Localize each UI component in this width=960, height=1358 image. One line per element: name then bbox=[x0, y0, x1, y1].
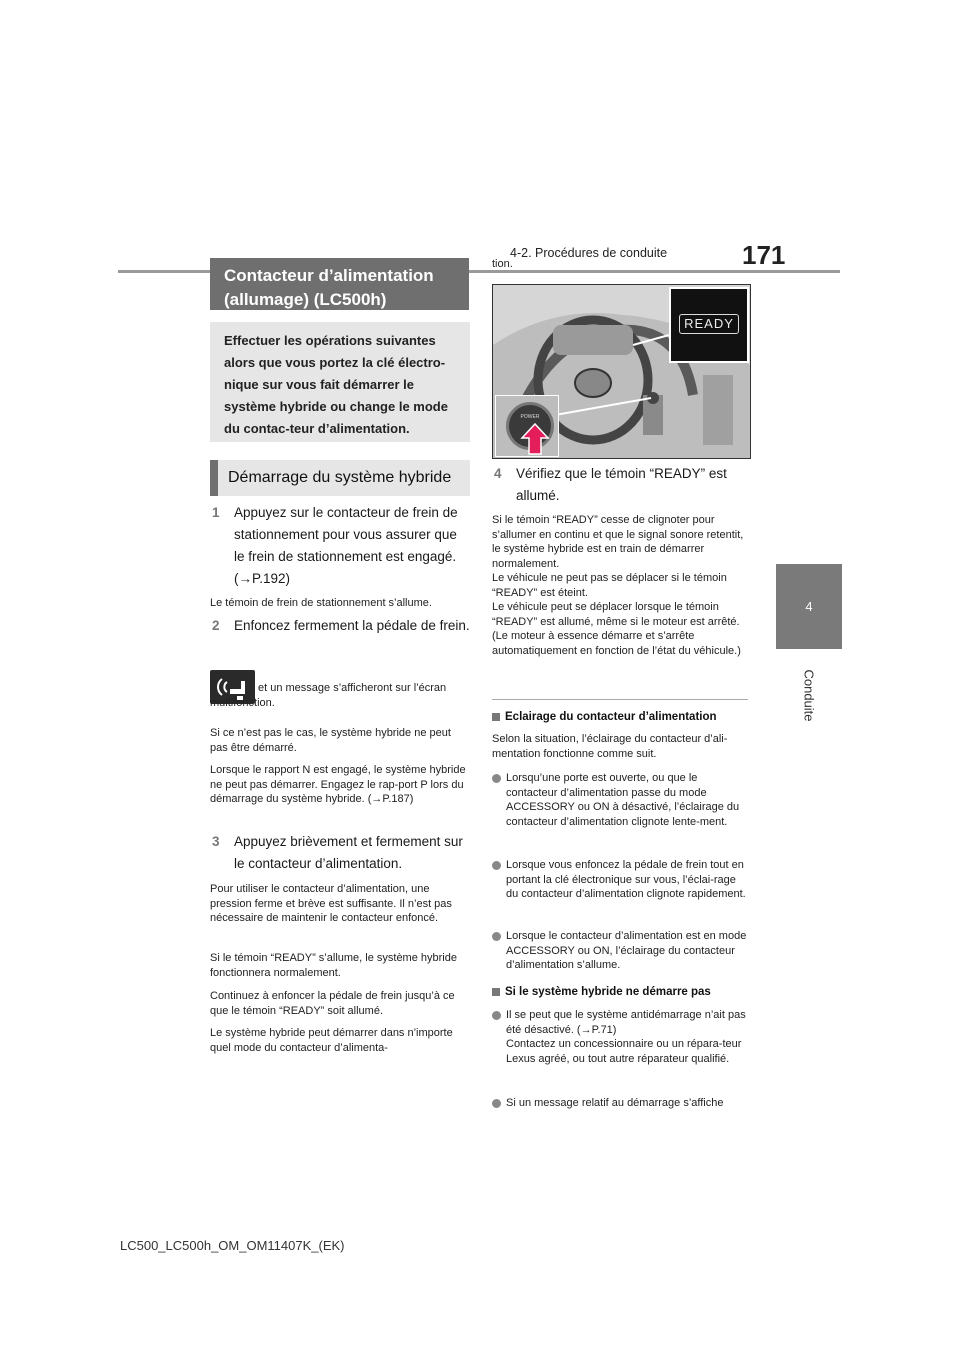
list-item: Si un message relatif au démarrage s’affiche bbox=[492, 1096, 750, 1111]
power-lighting-intro: Selon la situation, l’éclairage du contacteur d’ali-mentation fonctionne comme suit. bbox=[492, 733, 728, 760]
pointing-arrow-icon bbox=[520, 422, 550, 456]
page-number: 171 bbox=[742, 240, 786, 270]
list-item: Il se peut que le système antidémarrage n’ait pas été désactivé. (→P.71) Contactez un concessionnaire ou un répara-teur Lexus agréé, ou tout autre réparateur qualifié. bbox=[492, 1008, 750, 1066]
note-gear-n: Lorsque le rapport N est engagé, le système hybride ne peut pas démarrer. Engagez le rap-port P lors du démarrage du système hybride. (→P.187) bbox=[210, 764, 466, 805]
bullet-dot-icon bbox=[492, 1011, 501, 1020]
note-press: Pour utiliser le contacteur d’alimentation, une pression ferme et brève est suffisante. Il n’est pas nécessaire de maintenir le contacteur enfoncé. bbox=[210, 883, 452, 924]
bullet-dot-icon bbox=[492, 932, 501, 941]
power-button-inset bbox=[495, 395, 559, 457]
subheading-start: Démarrage du système hybride bbox=[210, 460, 470, 496]
list-item: Lorsqu’une porte est ouverte, ou que le contacteur d’alimentation passe du mode ACCESSORY ou ON à désactivé, l’éclairage du contacteur d’alimentation clignote lente-ment. bbox=[492, 771, 750, 829]
chapter-label: Conduite bbox=[801, 668, 817, 722]
step-3 bbox=[212, 831, 470, 875]
step-number: 1 bbox=[212, 505, 220, 520]
section-power-lighting: Eclairage du contacteur d’alimentation bbox=[492, 711, 748, 723]
note-ready-status: Si le témoin “READY” cesse de clignoter pour s’allumer en continu et que le signal sonore retentit, le système hybride est en train de démarrer normalement. Le véhicule ne peut pas se déplacer si le témoin “READY” est éteint. Le véhicule peut se déplacer lorsque le témoin “READY” est allumé, même si le moteur est arrêté. (Le moteur à essence démarre et s’arrête automatiquement en fonction de l’état du véhicule.) bbox=[492, 514, 744, 657]
step-text: Enfoncez fermement la pédale de frein. bbox=[234, 618, 470, 633]
step-number: 4 bbox=[494, 466, 502, 481]
main-heading: Contacteur d’alimentation (allumage) (LC500h) bbox=[210, 258, 469, 310]
power-label: POWER bbox=[520, 414, 540, 420]
note-parking: Le témoin de frein de stationnement s’allume. bbox=[210, 597, 432, 609]
section-title: 4-2. Procédures de conduite bbox=[510, 246, 668, 260]
step-number: 2 bbox=[212, 618, 220, 633]
note-brake-message: et un message s’afficheront sur l’écran multifonction. bbox=[210, 682, 447, 709]
bullet-dot-icon bbox=[492, 861, 501, 870]
step-text: Appuyez brièvement et fermement sur le contacteur d’alimentation. bbox=[234, 834, 463, 871]
bullet-dot-icon bbox=[492, 774, 501, 783]
intro-box: Effectuer les opérations suivantes alors que vous portez la clé électro-nique sur vous fait démarrer le système hybride ou change le mode du contac-teur d’alimentation. bbox=[210, 322, 470, 442]
step-number: 3 bbox=[212, 834, 220, 849]
list-item: Lorsque vous enfoncez la pédale de frein tout en portant la clé électronique sur vous, l’éclai-rage du contacteur d’alimentation clignote rapidement. bbox=[492, 858, 750, 902]
step-4 bbox=[494, 463, 748, 507]
bullet-dot-icon bbox=[492, 1099, 501, 1108]
note-ready: Si le témoin “READY” s’allume, le système hybride fonctionnera normalement. bbox=[210, 952, 457, 979]
note-any-mode: Le système hybride peut démarrer dans n’importe quel mode du contacteur d’alimenta- bbox=[210, 1027, 453, 1054]
ready-label: READY bbox=[679, 314, 739, 334]
square-bullet-icon bbox=[492, 988, 500, 996]
step-text: Appuyez sur le contacteur de frein de stationnement pour vous assurer que le frein de stationnement est engagé. (→P.192) bbox=[234, 505, 458, 586]
list-item: Lorsque le contacteur d’alimentation est en mode ACCESSORY ou ON, l’éclairage du contacteur d’alimentation s’allume. bbox=[492, 929, 750, 973]
section-not-start: Si le système hybride ne démarre pas bbox=[492, 986, 748, 998]
chapter-number: 4 bbox=[805, 599, 813, 614]
section-divider bbox=[492, 699, 748, 700]
dashboard-illustration bbox=[492, 284, 751, 459]
ready-indicator-inset bbox=[669, 287, 749, 363]
note-not-start: Si ce n’est pas le cas, le système hybride ne peut pas être démarré. bbox=[210, 727, 451, 754]
step-2 bbox=[212, 615, 470, 637]
continuation-text: tion. bbox=[492, 258, 513, 270]
note-continue: Continuez à enfoncer la pédale de frein jusqu’à ce que le témoin “READY” soit allumé. bbox=[210, 990, 455, 1017]
chapter-tab bbox=[776, 564, 842, 649]
step-1 bbox=[212, 502, 470, 590]
step-text: Vérifiez que le témoin “READY” est allumé. bbox=[516, 466, 727, 503]
document-code: LC500_LC500h_OM_OM11407K_(EK) bbox=[120, 1238, 345, 1253]
square-bullet-icon bbox=[492, 713, 500, 721]
